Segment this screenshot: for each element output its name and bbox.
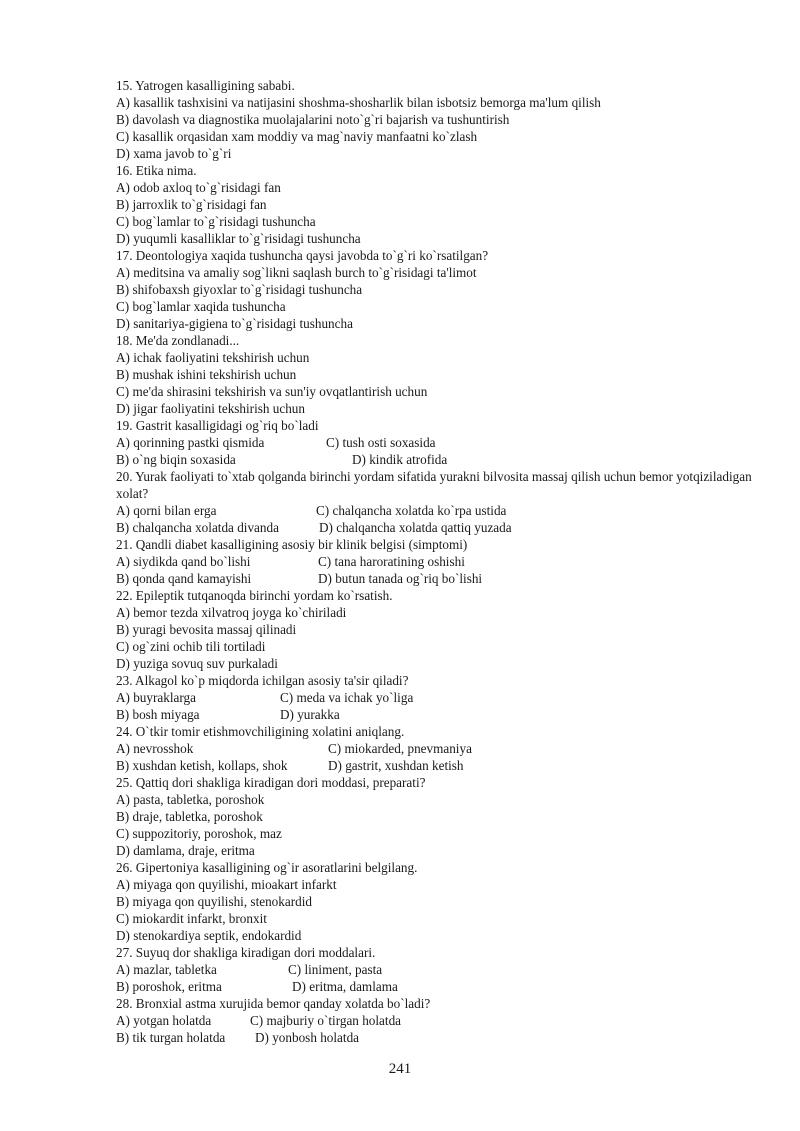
answer-22-b: B) yuragi bevosita massaj qilinadi (116, 622, 297, 637)
answer-21-a: A) siydikda qand bo`lishi (116, 554, 251, 569)
answer-17-d: D) sanitariya-gigiena to`g`risidagi tushuncha (116, 316, 353, 331)
question-25: 25. Qattiq dori shakliga kiradigan dori moddasi, preparati? (116, 775, 426, 790)
question-27: 27. Suyuq dor shakliga kiradigan dori moddalari. (116, 945, 376, 960)
question-23: 23. Alkagol ko`p miqdorda ichilgan asosiy ta'sir qiladi? (116, 673, 409, 688)
question-17: 17. Deontologiya xaqida tushuncha qaysi javobda to`g`ri ko`rsatilgan? (116, 248, 489, 263)
answer-15-b: B) davolash va diagnostika muolajalarini noto`g`ri bajarish va tushuntirish (116, 112, 510, 127)
answer-row-28-2 (116, 1029, 756, 1046)
answer-22-c: C) og`zini ochib tili tortiladi (116, 639, 266, 654)
answer-15-c: C) kasallik orqasidan xam moddiy va mag`naviy manfaatni ko`zlash (116, 129, 478, 144)
answer-18-d: D) jigar faoliyatini tekshirish uchun (116, 401, 305, 416)
answer-row-21-1 (116, 553, 756, 570)
answer-26-a: A) miyaga qon quyilishi, mioakart infarkt (116, 877, 337, 892)
answer-20-c: C) chalqancha xolatda ko`rpa ustida (316, 503, 507, 518)
answer-25-d: D) damlama, draje, eritma (116, 843, 255, 858)
answer-19-d: D) kindik atrofida (352, 452, 448, 467)
answer-21-b: B) qonda qand kamayishi (116, 571, 252, 586)
answer-18-a: A) ichak faoliyatini tekshirish uchun (116, 350, 310, 365)
question-16: 16. Etika nima. (116, 163, 197, 178)
answer-24-b: B) xushdan ketish, kollaps, shok (116, 758, 288, 773)
answer-25-c: C) suppozitoriy, poroshok, maz (116, 826, 282, 841)
answer-27-b: B) poroshok, eritma (116, 979, 222, 994)
answer-23-b: B) bosh miyaga (116, 707, 200, 722)
question-21: 21. Qandli diabet kasalligining asosiy bir klinik belgisi (simptomi) (116, 537, 468, 552)
answer-26-c: C) miokardit infarkt, bronxit (116, 911, 267, 926)
answer-25-b: B) draje, tabletka, poroshok (116, 809, 263, 824)
answer-row-19-1 (116, 434, 756, 451)
page-number: 241 (388, 1061, 412, 1077)
answer-27-d: D) eritma, damlama (292, 979, 398, 994)
answer-row-20-1 (116, 502, 756, 519)
answer-15-a: A) kasallik tashxisini va natijasini shoshma-shosharlik bilan isbotsiz bemorga ma'lum qilish (116, 95, 601, 110)
answer-20-d: D) chalqancha xolatda qattiq yuzada (319, 520, 512, 535)
answer-18-c: C) me'da shirasini tekshirish va sun'iy ovqatlantirish uchun (116, 384, 428, 399)
answer-17-c: C) bog`lamlar xaqida tushuncha (116, 299, 286, 314)
answer-23-c: C) meda va ichak yo`liga (280, 690, 414, 705)
answer-23-d: D) yurakka (280, 707, 340, 722)
answer-row-28-1 (116, 1012, 756, 1029)
answer-25-a: A) pasta, tabletka, poroshok (116, 792, 265, 807)
answer-row-27-1 (116, 961, 756, 978)
answer-row-19-2 (116, 451, 756, 468)
answer-23-a: A) buyraklarga (116, 690, 196, 705)
answer-row-24-1 (116, 740, 756, 757)
answer-16-d: D) yuqumli kasalliklar to`g`risidagi tushuncha (116, 231, 361, 246)
answer-22-d: D) yuziga sovuq suv purkaladi (116, 656, 278, 671)
answer-28-b: B) tik turgan holatda (116, 1030, 226, 1045)
question-19: 19. Gastrit kasalligidagi og`riq bo`ladi (116, 418, 319, 433)
answer-24-c: C) miokarded, pnevmaniya (328, 741, 472, 756)
answer-19-a: A) qorinning pastki qismida (116, 435, 265, 450)
answer-20-b: B) chalqancha xolatda divanda (116, 520, 279, 535)
question-28: 28. Bronxial astma xurujida bemor qanday xolatda bo`ladi? (116, 996, 431, 1011)
question-22: 22. Epileptik tutqanoqda birinchi yordam ko`rsatish. (116, 588, 393, 603)
answer-26-d: D) stenokardiya septik, endokardid (116, 928, 302, 943)
answer-20-a: A) qorni bilan erga (116, 503, 217, 518)
question-list (116, 77, 756, 1046)
question-15: 15. Yatrogen kasalligining sababi. (116, 78, 295, 93)
answer-24-d: D) gastrit, xushdan ketish (328, 758, 464, 773)
answer-row-21-2 (116, 570, 756, 587)
question-18: 18. Me'da zondlanadi... (116, 333, 240, 348)
answer-21-c: C) tana haroratining oshishi (318, 554, 465, 569)
answer-27-c: C) liniment, pasta (288, 962, 383, 977)
answer-27-a: A) mazlar, tabletka (116, 962, 217, 977)
answer-row-27-2 (116, 978, 756, 995)
answer-26-b: B) miyaga qon quyilishi, stenokardid (116, 894, 312, 909)
answer-16-c: C) bog`lamlar to`g`risidagi tushuncha (116, 214, 316, 229)
answer-21-d: D) butun tanada og`riq bo`lishi (318, 571, 483, 586)
answer-28-a: A) yotgan holatda (116, 1013, 212, 1028)
answer-row-23-2 (116, 706, 756, 723)
question-26: 26. Gipertoniya kasalligining og`ir asoratlarini belgilang. (116, 860, 418, 875)
answer-19-c: C) tush osti soxasida (326, 435, 436, 450)
answer-28-c: C) majburiy o`tirgan holatda (250, 1013, 402, 1028)
answer-row-23-1 (116, 689, 756, 706)
answer-15-d: D) xama javob to`g`ri (116, 146, 232, 161)
answer-16-a: A) odob axloq to`g`risidagi fan (116, 180, 281, 195)
answer-22-a: A) bemor tezda xilvatroq joyga ko`chiriladi (116, 605, 347, 620)
answer-17-a: A) meditsina va amaliy sog`likni saqlash burch to`g`risidagi ta'limot (116, 265, 477, 280)
answer-18-b: B) mushak ishini tekshirish uchun (116, 367, 297, 382)
answer-19-b: B) o`ng biqin soxasida (116, 452, 236, 467)
answer-17-b: B) shifobaxsh giyoxlar to`g`risidagi tushuncha (116, 282, 363, 297)
answer-row-20-2 (116, 519, 756, 536)
question-20: 20. Yurak faoliyati to`xtab qolganda birinchi yordam sifatida yurakni bilvosita massaj qilish uchun bemor yotqiziladigan xolat? (116, 469, 752, 501)
answer-row-24-2 (116, 757, 756, 774)
question-24: 24. O`tkir tomir etishmovchiligining xolatini aniqlang. (116, 724, 405, 739)
answer-24-a: A) nevrosshok (116, 741, 194, 756)
answer-16-b: B) jarroxlik to`g`risidagi fan (116, 197, 267, 212)
answer-28-d: D) yonbosh holatda (255, 1030, 360, 1045)
